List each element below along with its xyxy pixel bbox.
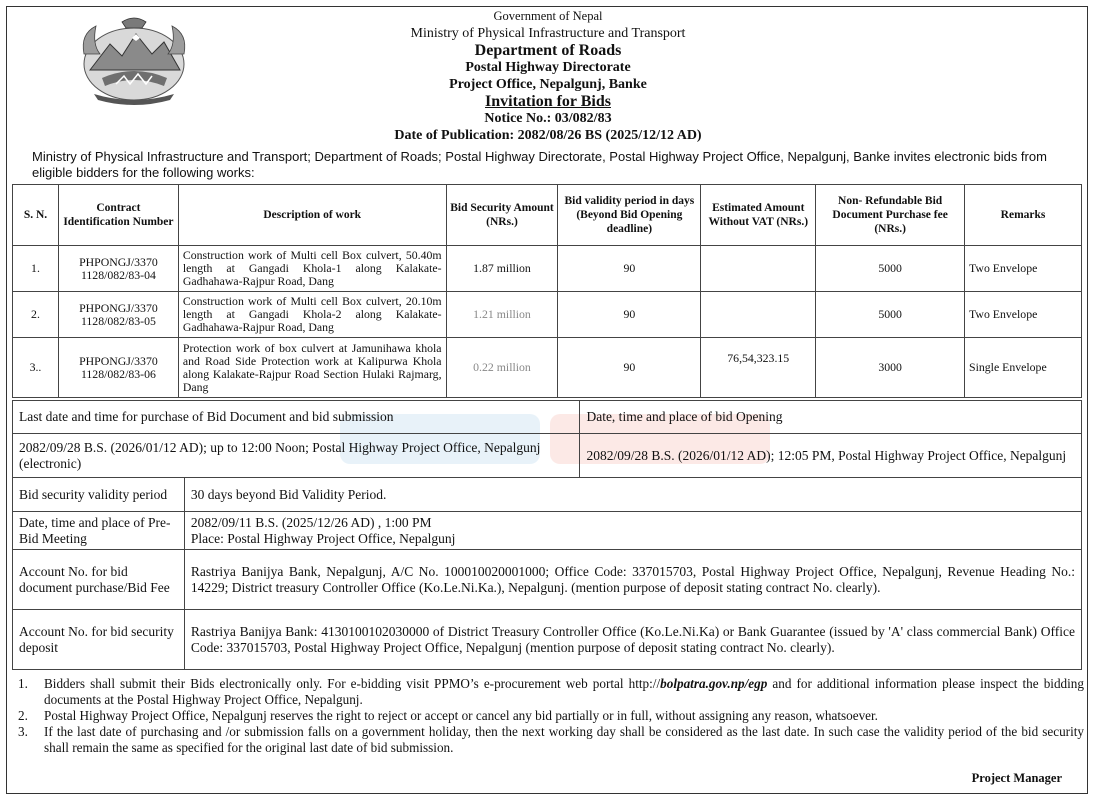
detail-value-line: 30 days beyond Bid Validity Period.: [190, 486, 387, 502]
note-text: [44, 676, 1084, 708]
detail-label: Date, time and place of Pre-Bid Meeting: [13, 512, 185, 550]
col-header-remarks: Remarks: [965, 185, 1082, 246]
table-header-row: [13, 185, 1082, 246]
cell-remarks: Two Envelope: [965, 292, 1082, 338]
list-item: [18, 676, 1084, 708]
schedule-label-row: [13, 401, 1082, 434]
detail-value-line: Rastriya Banijya Bank, Nepalgunj, A/C No. 100010020001000; Office Code: 337015703, Postal Highway Project Office, Nepalgunj, Revenue Heading No.: 14229; District treasury Controller Office (Ko.Le.Ni.Ka.), Nepalgunj. (mention purpose of deposit stating contract No. clearly).: [190, 563, 1075, 595]
schedule-table: [12, 400, 1082, 670]
office-line: Project Office, Nepalgunj, Banke: [449, 77, 647, 92]
list-item: [18, 724, 1084, 756]
detail-row: [13, 610, 1082, 670]
detail-value: [184, 550, 1081, 610]
cell-remarks: Single Envelope: [965, 338, 1082, 398]
directorate-line: Postal Highway Directorate: [465, 60, 631, 75]
government-line: Government of Nepal: [493, 9, 603, 23]
detail-value: [184, 512, 1081, 550]
note-number: 2.: [18, 708, 28, 723]
cell-contract: PHPONGJ/3370 1128/082/83-05: [58, 292, 178, 338]
bid-opening-value: 2082/09/28 B.S. (2026/01/12 AD); 12:05 PM, Postal Highway Project Office, Nepalgunj: [580, 434, 1082, 478]
notice-number: Notice No.: 03/082/83: [484, 111, 612, 126]
detail-row: [13, 478, 1082, 512]
cell-validity: 90: [558, 246, 701, 292]
notice-header: [0, 8, 1096, 144]
detail-label: Bid security validity period: [13, 478, 185, 512]
detail-value: [184, 610, 1081, 670]
intro-paragraph: Ministry of Physical Infrastructure and Transport; Department of Roads; Postal Highway Directorate, Postal Highway Project Office, Nepalgunj, Banke invites electronic bids from eligible bidders for the following works:: [32, 149, 1047, 180]
col-header-description: Description of work: [178, 185, 446, 246]
cell-sn: 1.: [13, 246, 59, 292]
cell-fee: 5000: [816, 292, 965, 338]
cell-description: Protection work of box culvert at Jamunihawa khola and Road Side Protection work at Kalipurwa Khola along Kalakate-Rajpur Road Section Hulaki Rajmarg, Dang: [178, 338, 446, 398]
portal-link[interactable]: bolpatra.gov.np/egp: [660, 676, 768, 691]
detail-value-line: Place: Postal Highway Project Office, Nepalgunj: [190, 530, 456, 546]
cell-sn: 3..: [13, 338, 59, 398]
list-item: [18, 708, 1084, 724]
cell-security: 1.21 million: [446, 292, 558, 338]
notes-list: [18, 676, 1084, 756]
purchase-deadline-value: 2082/09/28 B.S. (2026/01/12 AD); up to 12:00 Noon; Postal Highway Project Office, Nepalgunj (electronic): [13, 434, 580, 478]
cell-security: 1.87 million: [446, 246, 558, 292]
detail-value: [184, 478, 1081, 512]
detail-value-line: Rastriya Banijya Bank: 4130100102030000 of District Treasury Controller Office (Ko.Le.Ni.Ka) or Bank Guarantee (issued by 'A' class commercial Bank) Office Code: 337015703, Postal Highway Project Office, Nepalgunj (mention purpose of deposit stating contract No. clearly).: [190, 623, 1075, 655]
cell-contract: PHPONGJ/3370 1128/082/83-04: [58, 246, 178, 292]
signature-title: Project Manager: [971, 771, 1062, 785]
note-text-part: Bidders shall submit their Bids electronically only. For e-bidding visit PPMO’s e-procurement web portal http://: [44, 676, 661, 691]
page-title: Invitation for Bids: [485, 93, 611, 110]
cell-fee: 5000: [816, 246, 965, 292]
cell-security: 0.22 million: [446, 338, 558, 398]
schedule-value-row: [13, 434, 1082, 478]
publication-date: Date of Publication: 2082/08/26 BS (2025/12/12 AD): [394, 128, 702, 143]
note-number: 1.: [18, 676, 28, 691]
ministry-line: Ministry of Physical Infrastructure and Transport: [410, 26, 686, 41]
cell-sn: 2.: [13, 292, 59, 338]
detail-label: Account No. for bid document purchase/Bid Fee: [13, 550, 185, 610]
note-text: Postal Highway Project Office, Nepalgunj reserves the right to reject or accept or cancel any bid partially or in full, without assigning any reason, whatsoever.: [44, 708, 878, 723]
cell-validity: 90: [558, 292, 701, 338]
col-header-validity: Bid validity period in days (Beyond Bid Opening deadline): [558, 185, 701, 246]
cell-estimated: 76,54,323.15: [701, 338, 816, 398]
note-number: 3.: [18, 724, 28, 739]
detail-label: Account No. for bid security deposit: [13, 610, 185, 670]
cell-description: Construction work of Multi cell Box culvert, 20.10m length at Gangadi Khola-2 along Kalakate-Gadhahawa-Rajpur Road, Dang: [178, 292, 446, 338]
cell-remarks: Two Envelope: [965, 246, 1082, 292]
detail-value-line: 2082/09/11 B.S. (2025/12/26 AD) , 1:00 PM: [190, 514, 432, 530]
col-header-security: Bid Security Amount (NRs.): [446, 185, 558, 246]
table-row: [13, 292, 1082, 338]
note-text-part: and for additional information please inspect the bidding documents at the Postal Highway Project Office, Nepalgunj.: [44, 676, 1084, 707]
col-header-contract: Contract Identification Number: [58, 185, 178, 246]
cell-fee: 3000: [816, 338, 965, 398]
col-header-sn: S. N.: [13, 185, 59, 246]
detail-row: [13, 550, 1082, 610]
works-table: [12, 184, 1082, 398]
cell-description: Construction work of Multi cell Box culvert, 50.40m length at Gangadi Khola-1 along Kalakate-Gadhahawa-Rajpur Road, Dang: [178, 246, 446, 292]
cell-estimated: [701, 292, 816, 338]
table-row: [13, 338, 1082, 398]
table-row: [13, 246, 1082, 292]
cell-estimated: [701, 246, 816, 292]
cell-validity: 90: [558, 338, 701, 398]
cell-contract: PHPONGJ/3370 1128/082/83-06: [58, 338, 178, 398]
department-line: Department of Roads: [474, 42, 622, 59]
purchase-deadline-label: Last date and time for purchase of Bid Document and bid submission: [13, 401, 580, 434]
col-header-fee: Non- Refundable Bid Document Purchase fee (NRs.): [816, 185, 965, 246]
detail-row: [13, 512, 1082, 550]
note-text: If the last date of purchasing and /or submission falls on a government holiday, then the next working day shall be considered as the last date. In such case the validity period of the bid security shall remain the same as specified for the original last date of bid submission.: [44, 724, 1084, 755]
col-header-estimated: Estimated Amount Without VAT (NRs.): [701, 185, 816, 246]
bid-opening-label: Date, time and place of bid Opening: [580, 401, 1082, 434]
